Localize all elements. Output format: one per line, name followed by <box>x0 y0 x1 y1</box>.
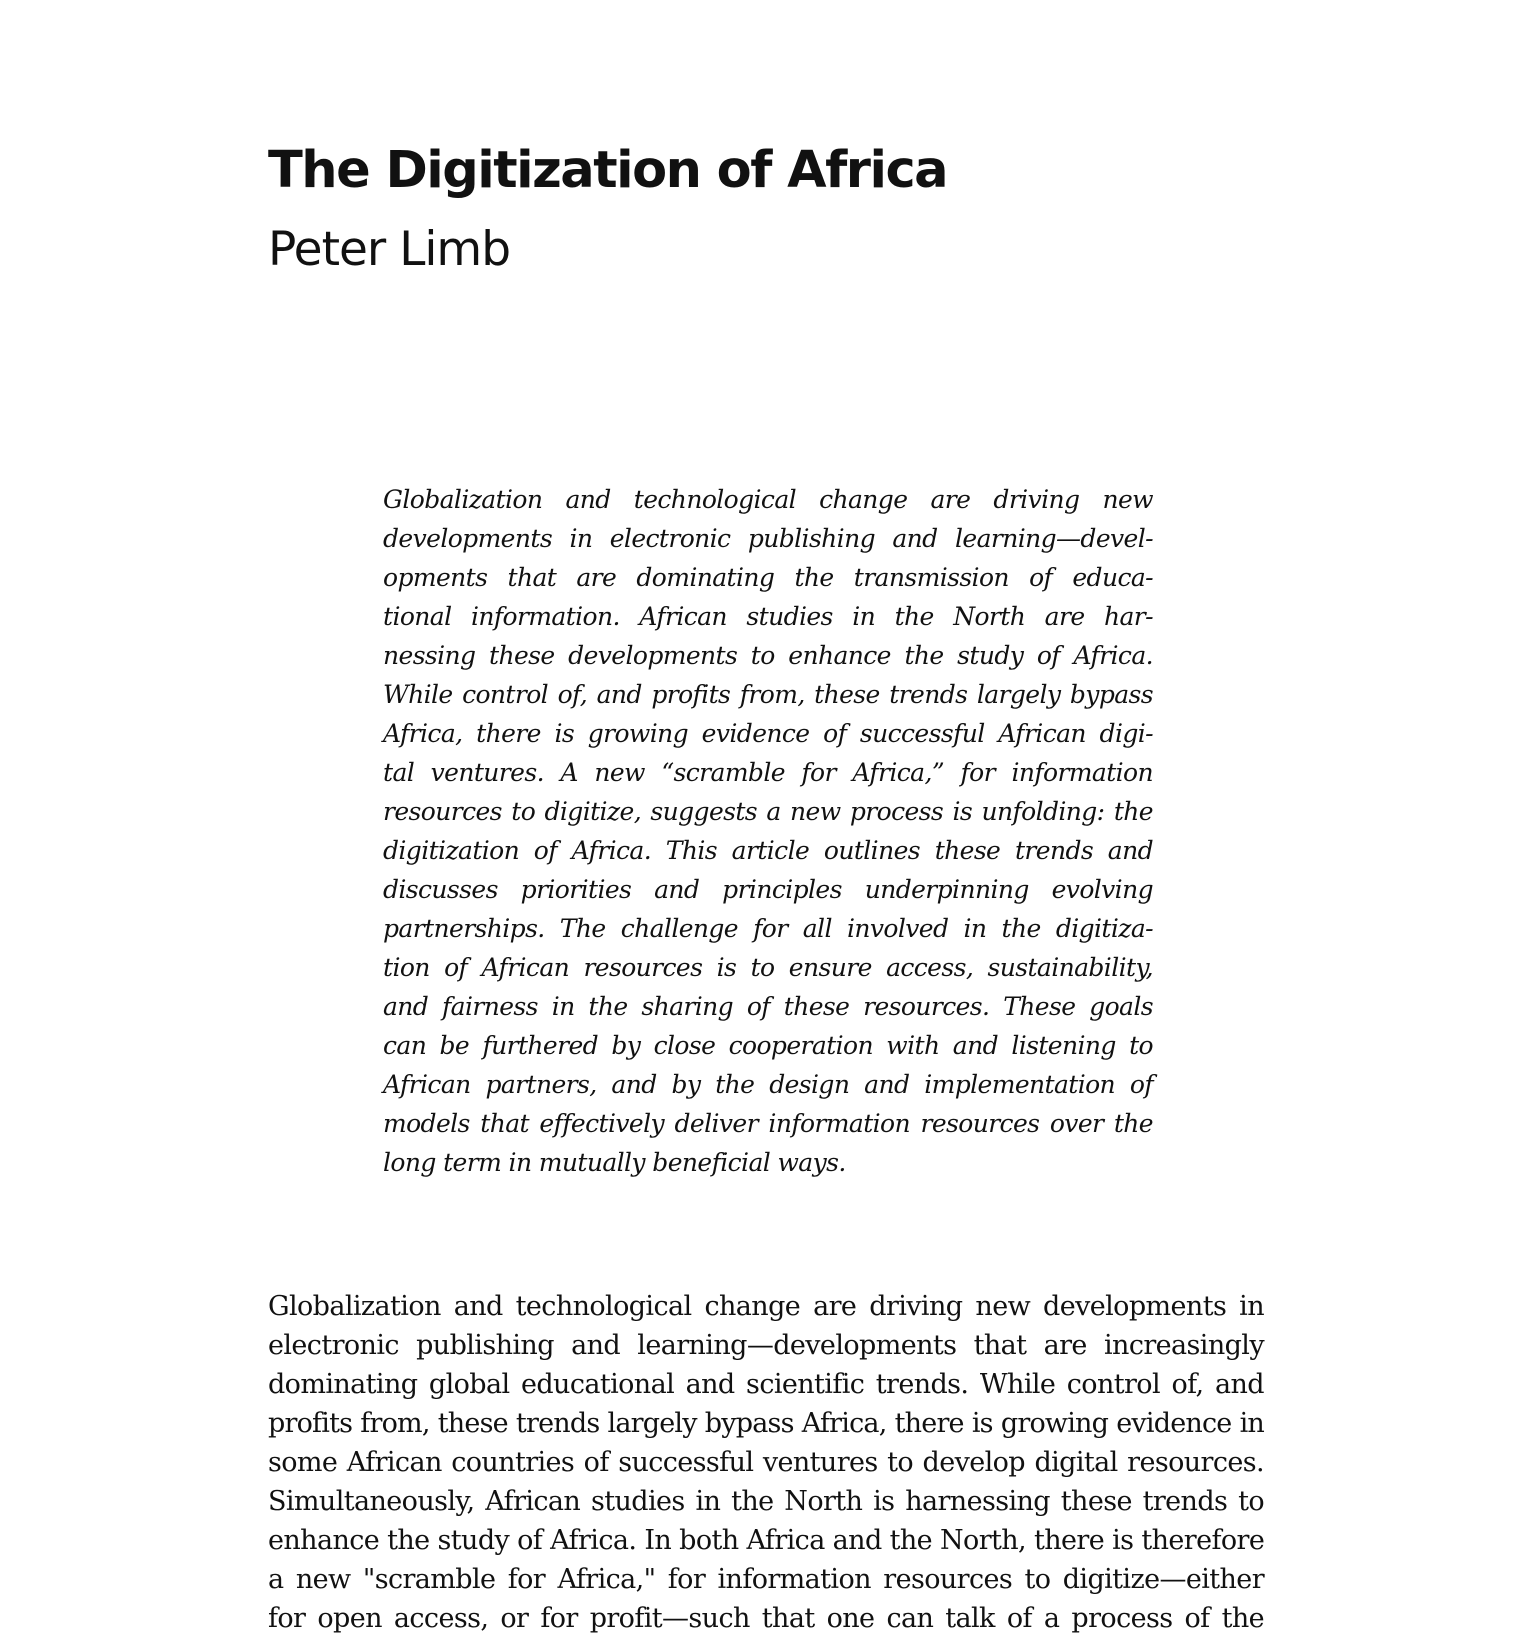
abstract-line: long term in mutually beneficial ways. <box>383 1148 846 1177</box>
abstract-line: Africa, there is growing evidence of successful African digi- <box>383 719 1153 748</box>
abstract-line: discusses priorities and principles underpinning evolving <box>383 875 1153 904</box>
body-line: for open access, or for profit—such that one can talk of a process of the <box>268 1603 1264 1634</box>
abstract-line: digitization of Africa. This article outlines these trends and <box>383 836 1153 865</box>
abstract-line: and fairness in the sharing of these resources. These goals <box>383 992 1153 1021</box>
body-line: enhance the study of Africa. In both Africa and the North, there is therefore <box>268 1525 1265 1556</box>
body-line: electronic publishing and learning—developments that are increasingly <box>268 1330 1264 1361</box>
body-paragraph <box>268 1287 1264 1638</box>
abstract-line: nessing these developments to enhance the study of Africa. <box>383 641 1153 670</box>
body-line: profits from, these trends largely bypass Africa, there is growing evidence in <box>268 1408 1264 1439</box>
abstract-line: partnerships. The challenge for all involved in the digitiza- <box>383 914 1153 943</box>
abstract-line: models that effectively deliver information resources over the <box>383 1109 1153 1138</box>
abstract-line: can be furthered by close cooperation with and listening to <box>383 1031 1153 1060</box>
body-line: a new "scramble for Africa," for information resources to digitize—either <box>268 1564 1264 1595</box>
abstract-line: Globalization and technological change are driving new <box>383 485 1153 514</box>
abstract-line: resources to digitize, suggests a new process is unfolding: the <box>383 797 1153 826</box>
body-line: some African countries of successful ventures to develop digital resources. <box>268 1447 1264 1478</box>
abstract-line: tional information. African studies in the North are har- <box>383 602 1153 631</box>
body-line: Globalization and technological change are driving new developments in <box>268 1291 1264 1322</box>
abstract <box>383 480 1153 1182</box>
body-line: Simultaneously, African studies in the North is harnessing these trends to <box>268 1486 1264 1517</box>
abstract-line: tal ventures. A new “scramble for Africa,” for information <box>383 758 1153 787</box>
article-title: The Digitization of Africa <box>268 141 948 200</box>
abstract-line: developments in electronic publishing and learning—devel- <box>383 524 1153 553</box>
body-line: dominating global educational and scientific trends. While control of, and <box>268 1369 1264 1400</box>
abstract-line: opments that are dominating the transmission of educa- <box>383 563 1153 592</box>
abstract-line: tion of African resources is to ensure access, sustainability, <box>383 953 1153 982</box>
abstract-line: While control of, and profits from, these trends largely bypass <box>383 680 1153 709</box>
abstract-line: African partners, and by the design and implementation of <box>383 1070 1153 1099</box>
article-author: Peter Limb <box>268 222 511 277</box>
